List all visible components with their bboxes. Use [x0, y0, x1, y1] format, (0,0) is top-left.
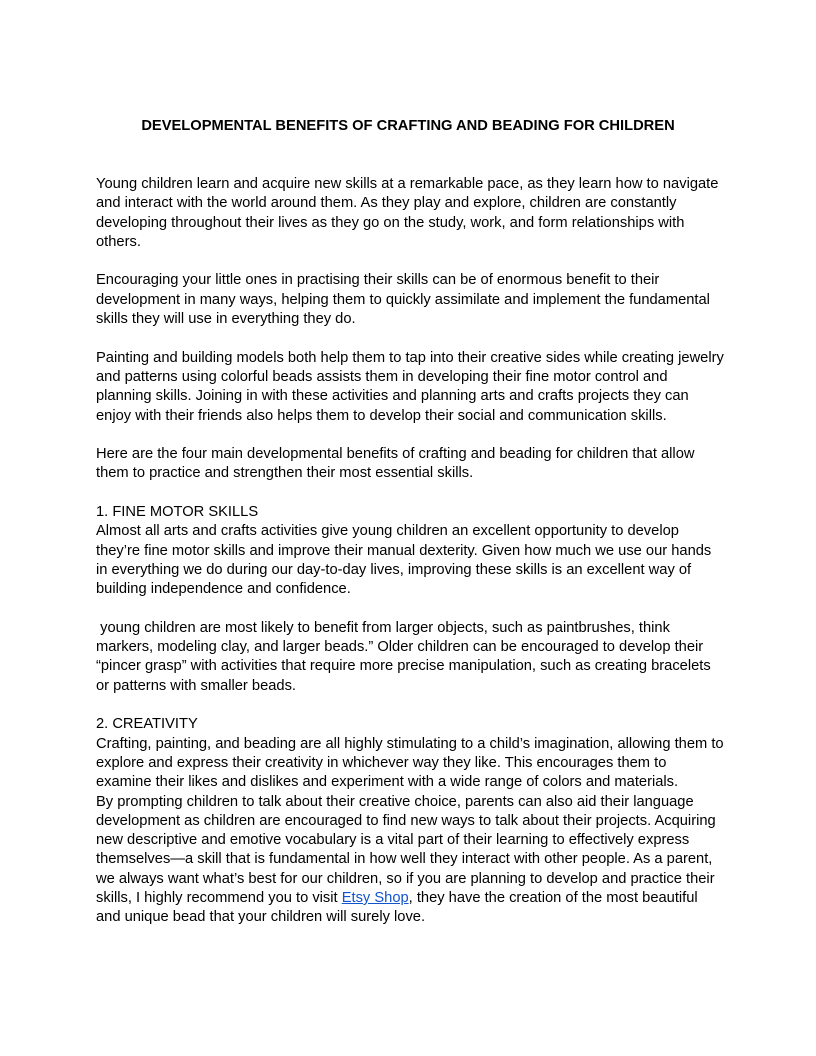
paragraph-creativity-2-text: By prompting children to talk about their creative choice, parents can also aid their language development as children are encouraged to find new ways to talk about their projects. Acquiring new descriptive and emotive vocabulary is a vital part of their learning to effectively express themselves—a skill that is fundamental in how well they interact with other people. As a parent, we always want what’s best for our children, so if you are planning to develop and practice their skills, I highly recommend you to visit: [96, 793, 716, 906]
paragraph-creativity-2-tail: , they have the creation of the most beautiful and unique bead that your children will surely love.: [96, 889, 698, 926]
paragraph-spacer: [96, 426, 724, 445]
section-heading-creativity: 2. CREATIVITY: [96, 716, 198, 733]
document-body: [96, 175, 724, 928]
paragraph-spacer: [96, 329, 724, 348]
paragraph-creativity-1: Crafting, painting, and beading are all highly stimulating to a child’s imagination, allowing them to explore and express their creativity in whichever way they like. This encourages them to examine their likes and dislikes and experiment with a wide range of colors and materials.: [96, 735, 724, 791]
paragraph-fine-motor-1: Almost all arts and crafts activities give young children an excellent opportunity to develop they’re fine motor skills and improve their manual dexterity. Given how much we use our hands in everything we do during our day-to-day lives, improving these skills is an excellent way of building independence and confidence.: [96, 523, 712, 598]
etsy-shop-link[interactable]: Etsy Shop: [341, 889, 409, 906]
section-heading-fine-motor: 1. FINE MOTOR SKILLS: [96, 504, 259, 521]
paragraph-spacer: [96, 600, 724, 619]
paragraph-spacer: [96, 484, 724, 503]
paragraph-four-benefits: Here are the four main developmental benefits of crafting and beading for children that allow them to practice and strengthen their most essential skills.: [96, 446, 695, 482]
paragraph-encouraging: Encouraging your little ones in practising their skills can be of enormous benefit to their development in many ways, helping them to quickly assimilate and implement the fundamental skills they will use in everything they do.: [96, 272, 710, 328]
document-title: DEVELOPMENTAL BENEFITS OF CRAFTING AND BEADING FOR CHILDREN: [141, 118, 675, 134]
paragraph-painting: Painting and building models both help them to tap into their creative sides while creating jewelry and patterns using colorful beads assists them in developing their fine motor control and planning skills. Joining in with these activities and planning arts and crafts projects they can enjoy with their friends also helps them to develop their social and communication skills.: [96, 349, 724, 424]
paragraph-creativity-2: [96, 793, 724, 928]
paragraph-spacer: [96, 696, 724, 715]
paragraph-spacer: [96, 252, 724, 271]
paragraph-intro: Young children learn and acquire new skills at a remarkable pace, as they learn how to navigate and interact with the world around them. As they play and explore, children are constantly developing throughout their lives as they go on the study, work, and form relationships with others.: [96, 176, 719, 250]
paragraph-fine-motor-2: young children are most likely to benefit from larger objects, such as paintbrushes, think markers, modeling clay, and larger beads.” Older children can be encouraged to develop their “pincer grasp” with activities that require more precise manipulation, such as creating bracelets or patterns with smaller beads.: [96, 619, 715, 694]
